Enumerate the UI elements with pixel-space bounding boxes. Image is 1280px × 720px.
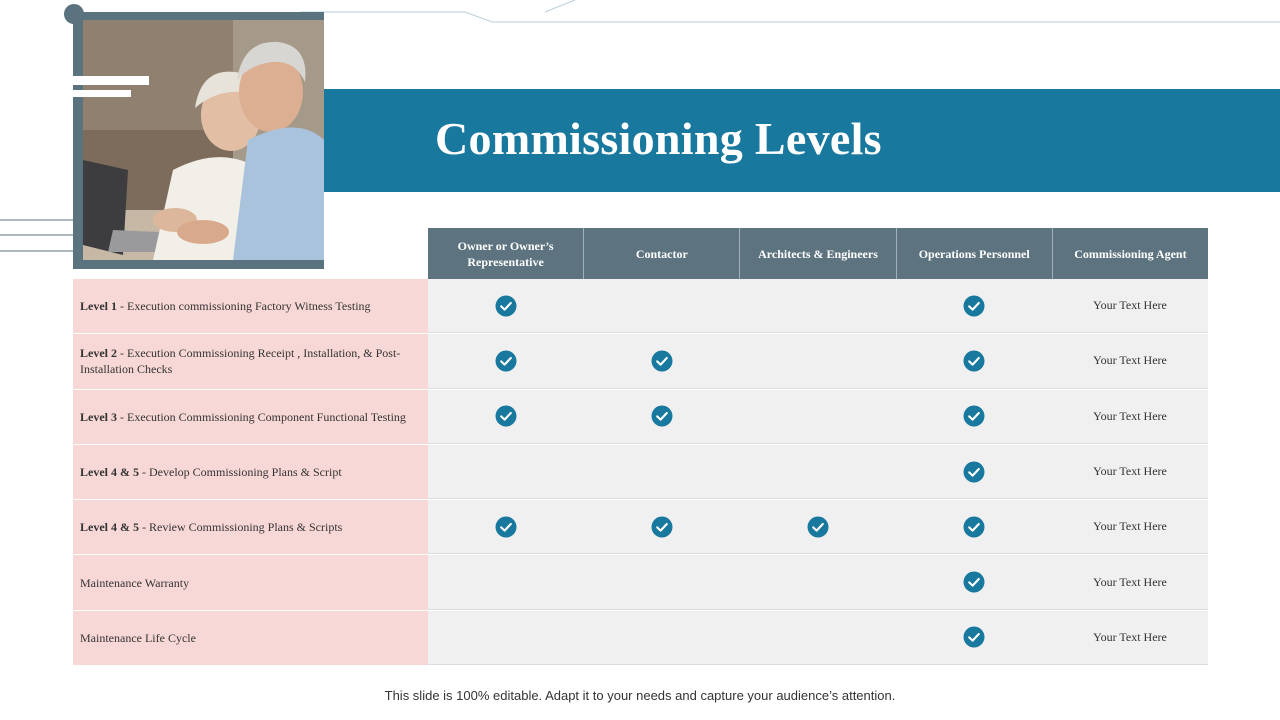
table-cell xyxy=(584,390,740,444)
table-cell xyxy=(896,390,1052,444)
row-label xyxy=(73,390,428,444)
table-cell xyxy=(584,555,740,609)
footer-note: This slide is 100% editable. Adapt it to your needs and capture your audience’s attention. xyxy=(384,688,896,703)
table-row xyxy=(73,334,1208,389)
level-description: Maintenance Warranty xyxy=(80,575,190,590)
check-circle-icon xyxy=(651,350,673,372)
check-circle-icon xyxy=(963,350,985,372)
table-row xyxy=(73,279,1208,334)
row-label xyxy=(73,611,428,665)
check-circle-icon xyxy=(963,626,985,648)
level-description: - Execution Commissioning Receipt , Installation, & Post- Installation Checks xyxy=(80,346,401,377)
table-cell xyxy=(896,611,1052,665)
check-circle-icon xyxy=(963,516,985,538)
check-circle-icon xyxy=(963,405,985,427)
row-label xyxy=(73,500,428,554)
white-bar-2 xyxy=(36,90,131,97)
level-name: Level 4 & 5 xyxy=(80,520,139,535)
column-header: Operations Personnel xyxy=(897,228,1053,279)
photo-elderly-couple xyxy=(83,20,324,260)
table-row xyxy=(73,555,1208,610)
check-circle-icon xyxy=(495,295,517,317)
column-header: Contactor xyxy=(584,228,740,279)
table-row xyxy=(73,445,1208,500)
table-row xyxy=(73,390,1208,445)
table-cell xyxy=(584,334,740,388)
table-cell xyxy=(896,555,1052,609)
table-cell xyxy=(740,611,896,665)
white-bar-1 xyxy=(40,76,149,85)
row-label xyxy=(73,279,428,333)
level-description: - Develop Commissioning Plans & Script xyxy=(139,465,342,480)
table-row xyxy=(73,500,1208,555)
level-name: Level 3 xyxy=(80,409,117,424)
agent-text: Your Text Here xyxy=(1052,445,1208,499)
row-label xyxy=(73,555,428,609)
table-cell xyxy=(428,390,584,444)
level-description: Maintenance Life Cycle xyxy=(80,630,196,645)
table-cell xyxy=(740,390,896,444)
check-circle-icon xyxy=(807,516,829,538)
check-circle-icon xyxy=(495,350,517,372)
column-header: Commissioning Agent xyxy=(1053,228,1208,279)
frame-dot xyxy=(64,4,84,24)
table-cell xyxy=(896,500,1052,554)
table-cell xyxy=(896,445,1052,499)
level-description: - Execution Commissioning Component Functional Testing xyxy=(117,409,406,424)
agent-text: Your Text Here xyxy=(1052,611,1208,665)
table-cell xyxy=(428,279,584,333)
table-cell xyxy=(584,279,740,333)
check-circle-icon xyxy=(651,516,673,538)
table-cell xyxy=(584,445,740,499)
check-circle-icon xyxy=(963,461,985,483)
table-cell xyxy=(428,500,584,554)
agent-text: Your Text Here xyxy=(1052,500,1208,554)
table-cell xyxy=(428,555,584,609)
table-cell xyxy=(740,555,896,609)
level-name: Level 2 xyxy=(80,346,117,361)
check-circle-icon xyxy=(651,405,673,427)
table-cell xyxy=(740,500,896,554)
check-circle-icon xyxy=(963,295,985,317)
page-title: Commissioning Levels xyxy=(435,113,882,164)
table-body xyxy=(73,279,1208,666)
table-cell xyxy=(896,334,1052,388)
table-cell xyxy=(584,500,740,554)
check-circle-icon xyxy=(963,571,985,593)
agent-text: Your Text Here xyxy=(1052,334,1208,388)
level-description: - Review Commissioning Plans & Scripts xyxy=(139,520,343,535)
table-cell xyxy=(428,445,584,499)
agent-text: Your Text Here xyxy=(1052,555,1208,609)
table-cell xyxy=(584,611,740,665)
table-header xyxy=(428,228,1208,279)
table-cell xyxy=(428,334,584,388)
column-header: Architects & Engineers xyxy=(740,228,896,279)
row-label xyxy=(73,334,428,388)
table-cell xyxy=(740,445,896,499)
agent-text: Your Text Here xyxy=(1052,279,1208,333)
row-label xyxy=(73,445,428,499)
table-cell xyxy=(740,279,896,333)
agent-text: Your Text Here xyxy=(1052,390,1208,444)
table-cell xyxy=(896,279,1052,333)
table-cell xyxy=(740,334,896,388)
column-header: Owner or Owner’s Representative xyxy=(428,228,584,279)
table-cell xyxy=(428,611,584,665)
level-description: - Execution commissioning Factory Witness Testing xyxy=(117,299,371,314)
level-name: Level 4 & 5 xyxy=(80,465,139,480)
table-row xyxy=(73,611,1208,666)
level-name: Level 1 xyxy=(80,299,117,314)
check-circle-icon xyxy=(495,516,517,538)
check-circle-icon xyxy=(495,405,517,427)
